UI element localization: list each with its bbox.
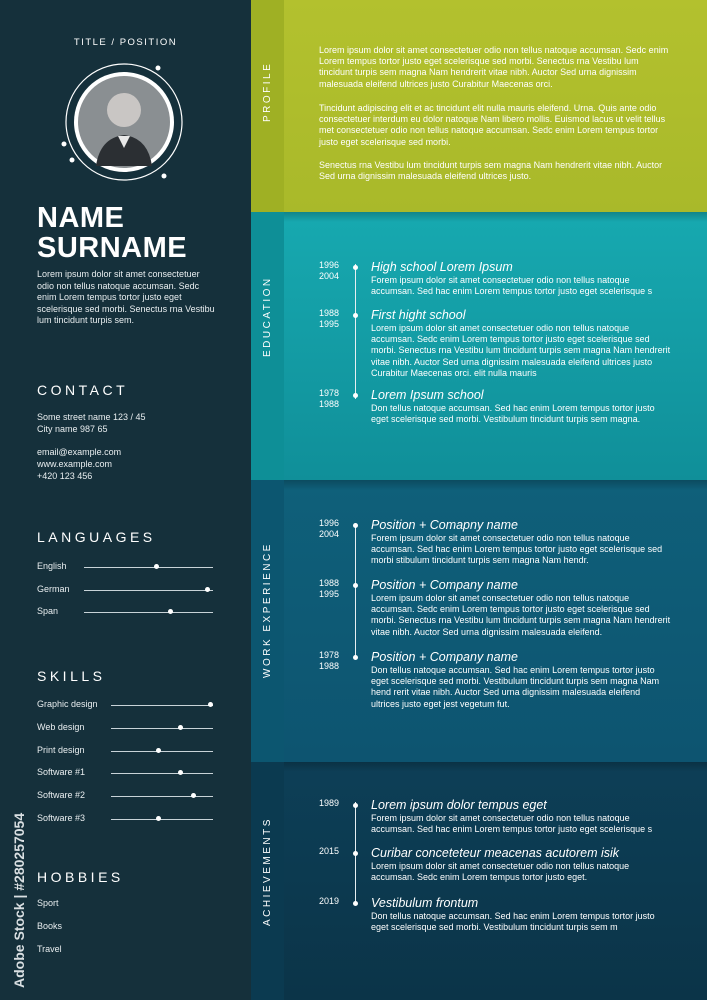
skill-track bbox=[111, 796, 213, 797]
entry-description: Lorem ipsum dolor sit amet consectetuer odio non tellus natoque accumsan. Sedc enim Lorem tempus tortor justo eget scelerisque sed morbi. Senectus rna Vestibu lum tincidunt turpis sem magna Nam hendrerit vitae nibh. Auctor Sed urna dignissim malesuada eleifend. bbox=[371, 593, 671, 637]
education-section bbox=[251, 212, 707, 480]
work-section bbox=[251, 480, 707, 762]
entry-year-start: 1988 bbox=[319, 578, 340, 588]
skill-label: German bbox=[37, 583, 70, 594]
work-timeline bbox=[355, 524, 356, 658]
entry-title: High school Lorem Ipsum bbox=[371, 260, 513, 274]
entry-title: Curibar conceteteur meacenas acutorem isik bbox=[371, 846, 620, 860]
skill-label: Software #1 bbox=[37, 767, 86, 778]
skill-row bbox=[37, 790, 213, 804]
entry-description: Forem ipsum dolor sit amet consectetuer odio non tellus natoque accumsan. Sed hac enim Lorem tempus tortor justo eget scelerisque s bbox=[371, 813, 653, 835]
entry-year-start: 1989 bbox=[319, 798, 340, 808]
entry-description: Don tellus natoque accumsan. Sed hac enim Lorem tempus tortor justo eget scelerisque sed morbi. Vestibulum tincidunt turpis sem m bbox=[371, 911, 655, 933]
entry-year-start: 1996 bbox=[319, 518, 340, 528]
skill-level-marker bbox=[205, 587, 210, 592]
skill-label: Print design bbox=[37, 744, 85, 755]
achievements-label: ACHIEVEMENTS bbox=[262, 817, 273, 926]
entry-title: Lorem ipsum dolor tempus eget bbox=[371, 798, 547, 812]
timeline-dot bbox=[353, 851, 358, 856]
hobby-item: Sport bbox=[37, 898, 59, 908]
entry-years bbox=[319, 260, 349, 282]
entry-years bbox=[319, 308, 349, 330]
skill-level-marker bbox=[156, 748, 161, 753]
contact-phone: +420 123 456 bbox=[37, 471, 93, 481]
skill-level-marker bbox=[208, 702, 213, 707]
entry-description: Lorem ipsum dolor sit amet consectetuer odio non tellus natoque accumsan. Sedc enim Lorem tempus tortor justo eget scelerisque sed morbi. Senectus rna Vestibu lum tincidunt turpis sem magna Nam hendrerit vitae nibh. Auctor Sed urna dignissim malesuada eleifend ultrices justo Curabitur Maecenas orci. elit nulla mauris bbox=[371, 323, 671, 378]
skill-label: Web design bbox=[37, 721, 85, 732]
entry-year-start: 1978 bbox=[319, 388, 340, 398]
skill-label: Software #3 bbox=[37, 813, 86, 823]
timeline-dot bbox=[353, 655, 358, 660]
entry-year-start: 1988 bbox=[319, 308, 340, 318]
entry-description: Don tellus natoque accumsan. Sed hac enim Lorem tempus tortor justo eget scelerisque sed morbi. Vestibulum tincidunt turpis sem magna Nam hend rerit vitae nibh. Auctor Sed urna dignissim malesuada eleifend ultrices justo eget jest vegetum fut. bbox=[371, 665, 660, 709]
skill-label: Graphic design bbox=[37, 699, 98, 709]
entry-years bbox=[319, 650, 349, 672]
contact-street: Some street name 123 / 45 bbox=[37, 412, 146, 422]
entry-year-start: 2015 bbox=[319, 846, 340, 856]
hobbies-heading: HOBBIES bbox=[37, 869, 124, 885]
contact-web: www.example.com bbox=[37, 459, 113, 469]
profile-section bbox=[251, 0, 707, 212]
skill-level-marker bbox=[178, 725, 183, 730]
timeline-dot bbox=[353, 803, 358, 808]
entry-description: Forem ipsum dolor sit amet consectetuer odio non tellus natoque accumsan. Sed hac enim Lorem tempus tortor justo eget scelerisque sed morbi stibulum tincidunt turpis sem magna Nam hendr. bbox=[371, 533, 663, 566]
entry-years bbox=[319, 846, 349, 857]
skill-row bbox=[37, 606, 213, 620]
education-timeline bbox=[355, 264, 356, 399]
skills-heading: SKILLS bbox=[37, 668, 106, 684]
contact-address bbox=[37, 411, 146, 435]
entry-years bbox=[319, 578, 349, 600]
timeline-dot bbox=[353, 583, 358, 588]
entry-title: Lorem Ipsum school bbox=[371, 388, 484, 402]
skill-row bbox=[37, 722, 213, 736]
hobby-item: Books bbox=[37, 921, 63, 931]
skill-level-marker bbox=[156, 816, 161, 821]
timeline-dot bbox=[353, 265, 358, 270]
work-label: WORK EXPERIENCE bbox=[262, 542, 273, 678]
full-name bbox=[37, 203, 187, 263]
skill-level-marker bbox=[178, 770, 183, 775]
skill-track bbox=[111, 819, 213, 820]
first-name: NAME bbox=[37, 202, 125, 234]
entry-year-end: 1995 bbox=[319, 589, 340, 599]
profile-label: PROFILE bbox=[262, 61, 273, 122]
entry-description: Don tellus natoque accumsan. Sed hac enim Lorem tempus tortor justo eget scelerisque sed morbi. Vestibulum tincidunt turpis sem magna. bbox=[371, 403, 655, 425]
entry-title: Position + Comapny name bbox=[371, 518, 518, 532]
skill-track bbox=[111, 773, 213, 774]
entry-year-end: 1995 bbox=[319, 319, 340, 329]
timeline-dot bbox=[353, 523, 358, 528]
skill-track bbox=[111, 728, 213, 729]
entry-year-end: 1988 bbox=[319, 661, 340, 671]
contact-city: City name 987 65 bbox=[37, 424, 108, 434]
skill-row bbox=[37, 561, 213, 575]
entry-title: Vestibulum frontum bbox=[371, 896, 479, 910]
skill-row bbox=[37, 699, 213, 713]
achievements-section bbox=[251, 762, 707, 1000]
contact-email: email@example.com bbox=[37, 447, 122, 457]
skill-track bbox=[111, 705, 213, 706]
watermark bbox=[5, 760, 31, 990]
profile-paragraph-3: Senectus rna Vestibu lum tincidunt turpis sem magna Nam hendrerit vitae nibh. Auctor Sed urna dignissim malesuada eleifend ultrices justo. bbox=[319, 160, 663, 182]
sidebar bbox=[0, 0, 251, 1000]
timeline-dot bbox=[353, 313, 358, 318]
entry-title: Position + Company name bbox=[371, 650, 518, 664]
entry-year-end: 2004 bbox=[319, 529, 340, 539]
skill-label: Span bbox=[37, 606, 59, 616]
timeline-dot bbox=[353, 901, 358, 906]
entry-years bbox=[319, 798, 349, 809]
entry-description: Lorem ipsum dolor sit amet consectetuer odio non tellus natoque accumsan. Sedc enim Lorem tempus tortor justo eget. bbox=[371, 861, 630, 883]
profile-paragraph-2: Tincidunt adipiscing elit et ac tincidunt elit nulla mauris eleifend. Urna. Quis ante odio consectetuer interdum eu dolor natoque Nam libero mollis. Euismod lacus ut velit tellus met consectetuer odio non tellus natoque accumsan. Sedc enim Lorem tempus tortor justo eget scelerisque sed morbi. bbox=[319, 103, 666, 147]
entry-year-end: 1988 bbox=[319, 399, 340, 409]
skill-track bbox=[84, 567, 213, 568]
entry-year-start: 1996 bbox=[319, 260, 340, 270]
skill-row bbox=[37, 584, 213, 598]
entry-description: Forem ipsum dolor sit amet consectetuer odio non tellus natoque accumsan. Sed hac enim Lorem tempus tortor justo eget scelerisque s bbox=[371, 275, 653, 297]
education-label: EDUCATION bbox=[262, 276, 273, 357]
skill-row bbox=[37, 745, 213, 759]
entry-year-start: 1978 bbox=[319, 650, 340, 660]
entry-years bbox=[319, 896, 349, 907]
avatar bbox=[58, 62, 190, 182]
entry-year-start: 2019 bbox=[319, 896, 340, 906]
skill-track bbox=[84, 612, 213, 613]
skill-track bbox=[111, 751, 213, 752]
last-name: SURNAME bbox=[37, 232, 188, 264]
skill-label: Software #2 bbox=[37, 790, 86, 801]
title-position: TITLE / POSITION bbox=[73, 37, 178, 48]
watermark-text: Adobe Stock | #280257054 bbox=[11, 812, 27, 988]
skill-track bbox=[84, 590, 213, 591]
entry-title: First hight school bbox=[371, 308, 466, 322]
entry-years bbox=[319, 388, 349, 410]
timeline-dot bbox=[353, 393, 358, 398]
contact-details bbox=[37, 446, 121, 482]
skill-level-marker bbox=[191, 793, 196, 798]
entry-years bbox=[319, 518, 349, 540]
skill-row bbox=[37, 767, 213, 781]
hobby-item: Travel bbox=[37, 944, 62, 954]
skill-level-marker bbox=[168, 609, 173, 614]
entry-title: Position + Company name bbox=[371, 578, 518, 592]
intro-text: Lorem ipsum dolor sit amet consectetuer odio non tellus natoque accumsan. Sedc enim Lorem tempus tortor justo eget scelerisque sed morbi. Senectus rna Vestibu lum tincidunt turpis sem. bbox=[37, 269, 215, 325]
skill-label: English bbox=[37, 561, 67, 571]
profile-paragraph-1: Lorem ipsum dolor sit amet consectetuer odio non tellus natoque accumsan. Sedc enim Lorem tempus tortor justo eget scelerisque sed morbi. Senectus rna Vestibu lum tincidunt turpis sem magna Nam hendrerit vitae nibh. Auctor Sed urna dignissim malesuada eleifend ultrices justo Curabitur Maecenas orci. bbox=[319, 45, 669, 89]
languages-heading: LANGUAGES bbox=[37, 529, 156, 545]
contact-heading: CONTACT bbox=[37, 382, 129, 398]
skill-row bbox=[37, 813, 213, 827]
entry-year-end: 2004 bbox=[319, 271, 340, 281]
skill-level-marker bbox=[154, 564, 159, 569]
